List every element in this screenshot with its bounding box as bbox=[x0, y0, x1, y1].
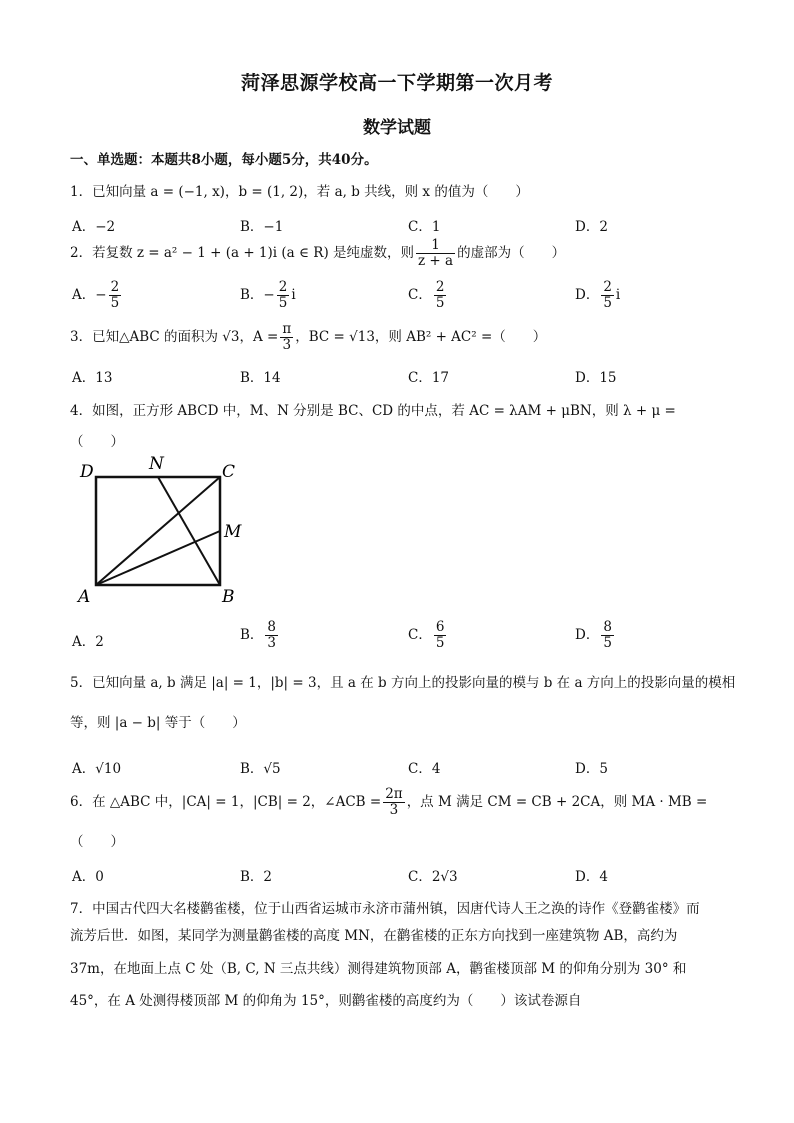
segment-bn bbox=[158, 477, 220, 585]
question-7-line2: 流芳后世．如图，某同学为测量鹳雀楼的高度 MN，在鹳雀楼的正东方向找到一座建筑物 AB，高约为 bbox=[70, 928, 678, 944]
label-c: C bbox=[222, 462, 236, 482]
q2-option-c bbox=[408, 280, 448, 311]
q2-b-den: 5 bbox=[278, 294, 288, 311]
q3-option-d: D．15 bbox=[575, 370, 617, 386]
q4-d-frac bbox=[601, 620, 614, 651]
label-a: A bbox=[78, 587, 91, 605]
q4-b-label: B． bbox=[240, 626, 264, 643]
q2-a-label: A．− bbox=[72, 286, 107, 303]
question-5-stem-line1: 5．已知向量 a, b 满足 |a| = 1，|b| = 3，且 a 在 b 方向上的投影向量的模与 b 在 a 方向上的投影向量的模相 bbox=[70, 675, 736, 691]
q4-option-b bbox=[240, 620, 280, 651]
q3-stem-pre: 3．已知△ABC 的面积为 √3，A = bbox=[70, 328, 279, 345]
question-3-stem bbox=[70, 322, 546, 353]
q2-d-label: D． bbox=[575, 286, 600, 303]
label-m: M bbox=[224, 522, 242, 542]
q2-d-frac bbox=[601, 280, 614, 311]
q1-option-c: C．1 bbox=[408, 219, 441, 235]
q2-c-label: C． bbox=[408, 286, 432, 303]
segment-ac bbox=[96, 477, 220, 585]
label-b: B bbox=[222, 587, 235, 605]
question-1-stem: 1．已知向量 a = (−1, x)，b = (1, 2)，若 a, b 共线，则 x 的值为（ ） bbox=[70, 184, 529, 200]
q4-option-a: A．2 bbox=[72, 634, 104, 650]
q1-option-b: B．−1 bbox=[240, 219, 284, 235]
q2-b-suffix: i bbox=[291, 286, 296, 303]
q2-a-den: 5 bbox=[110, 294, 120, 311]
q2-stem-post: 的虚部为（ ） bbox=[457, 244, 566, 261]
q6-option-d: D．4 bbox=[575, 869, 608, 885]
q2-c-num: 2 bbox=[435, 279, 445, 295]
q2-fraction bbox=[416, 238, 455, 269]
q4-d-label: D． bbox=[575, 626, 600, 643]
q2-d-num: 2 bbox=[603, 279, 612, 295]
q4-b-num: 8 bbox=[267, 619, 277, 635]
q4-c-num: 6 bbox=[435, 619, 445, 635]
q4-c-label: C． bbox=[408, 626, 432, 643]
page-title: 菏泽思源学校高一下学期第一次月考 bbox=[240, 72, 553, 94]
q1-option-d: D．2 bbox=[575, 219, 608, 235]
q6-stem-post: ，点 M 满足 CM = CB + 2CA，则 MA · MB = bbox=[406, 793, 708, 810]
q4-option-c bbox=[408, 620, 448, 651]
question-7-line1: 7．中国古代四大名楼鹳雀楼，位于山西省运城市永济市蒲州镇，因唐代诗人王之涣的诗作《登鹳雀楼》而 bbox=[70, 901, 700, 917]
q6-option-c: C．2√3 bbox=[408, 869, 458, 885]
q2-b-num: 2 bbox=[278, 279, 288, 295]
q2-c-frac bbox=[434, 280, 447, 311]
q2-c-den: 5 bbox=[435, 294, 445, 311]
question-7-line3: 37m，在地面上点 C 处（B, C, N 三点共线）测得建筑物顶部 A，鹳雀楼顶部 M 的仰角分别为 30° 和 bbox=[70, 961, 687, 977]
q3-frac-den: 3 bbox=[282, 336, 292, 353]
q4-square-figure bbox=[72, 455, 252, 605]
q5-option-c: C．4 bbox=[408, 761, 441, 777]
question-5-stem-line2: 等，则 |a − b| 等于（ ） bbox=[70, 715, 246, 731]
q2-b-label: B．− bbox=[240, 286, 275, 303]
q3-frac-num: π bbox=[282, 321, 292, 337]
q2-frac-num: 1 bbox=[416, 238, 455, 254]
q2-frac-den: z + a bbox=[418, 252, 454, 269]
question-2-stem bbox=[70, 238, 565, 269]
page-subtitle: 数学试题 bbox=[363, 118, 431, 138]
q6-fraction bbox=[383, 787, 404, 818]
q6-stem-pre: 6．在 △ABC 中，|CA| = 1，|CB| = 2，∠ACB = bbox=[70, 793, 382, 810]
q2-b-frac bbox=[277, 280, 290, 311]
question-4-stem: 4．如图，正方形 ABCD 中，M、N 分别是 BC、CD 的中点，若 AC = λAM + μBN，则 λ + μ = bbox=[70, 403, 676, 419]
question-4-paren: （ ） bbox=[70, 434, 124, 450]
q6-option-b: B．2 bbox=[240, 869, 273, 885]
section-heading: 一、单选题：本题共8小题，每小题5分，共40分。 bbox=[70, 152, 378, 168]
q6-option-a: A．0 bbox=[72, 869, 104, 885]
q6-frac-den: 3 bbox=[389, 801, 399, 818]
q3-stem-post: ，BC = √13，则 AB² + AC² =（ ） bbox=[295, 328, 547, 345]
q3-fraction bbox=[280, 322, 293, 353]
q2-d-den: 5 bbox=[603, 294, 612, 311]
question-6-paren: （ ） bbox=[70, 834, 124, 850]
q4-option-d bbox=[575, 620, 616, 651]
q4-c-den: 5 bbox=[435, 634, 445, 651]
q4-b-den: 3 bbox=[267, 634, 277, 651]
label-n: N bbox=[149, 455, 164, 474]
q4-d-den: 5 bbox=[603, 634, 612, 651]
q4-c-frac bbox=[434, 620, 447, 651]
q5-option-a: A．√10 bbox=[72, 761, 122, 777]
question-7-line4: 45°，在 A 处测得楼顶部 M 的仰角为 15°，则鹳雀楼的高度约为（ ）该试卷源自 bbox=[70, 993, 582, 1009]
q1-option-a: A．−2 bbox=[72, 219, 116, 235]
q2-option-d bbox=[575, 280, 620, 311]
q6-frac-num: 2π bbox=[385, 786, 403, 802]
q3-option-b: B．14 bbox=[240, 370, 281, 386]
q3-option-c: C．17 bbox=[408, 370, 450, 386]
q2-d-suffix: i bbox=[615, 286, 621, 303]
q2-option-a bbox=[72, 280, 123, 311]
question-6-stem bbox=[70, 787, 707, 818]
q4-b-frac bbox=[265, 620, 278, 651]
q2-a-num: 2 bbox=[110, 279, 120, 295]
q2-a-frac bbox=[109, 280, 122, 311]
label-d: D bbox=[80, 462, 94, 482]
q4-d-num: 8 bbox=[603, 619, 612, 635]
q3-option-a: A．13 bbox=[72, 370, 113, 386]
q2-option-b bbox=[240, 280, 296, 311]
q5-option-d: D．5 bbox=[575, 761, 608, 777]
segment-am bbox=[96, 531, 220, 585]
q5-option-b: B．√5 bbox=[240, 761, 281, 777]
q2-stem-pre: 2．若复数 z = a² − 1 + (a + 1)i (a ∈ R) 是纯虚数，则 bbox=[70, 244, 415, 261]
